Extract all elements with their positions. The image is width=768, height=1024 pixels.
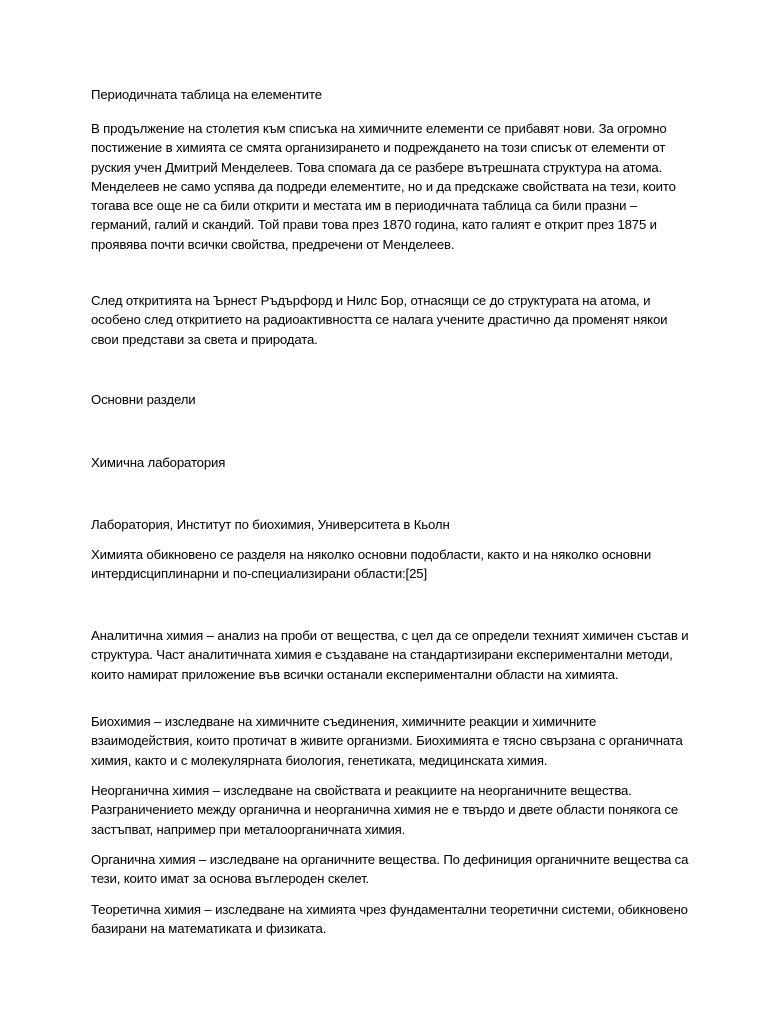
paragraph-subfields-intro: Химията обикновено се разделя на няколко основни подобласти, както и на няколко основни интердисциплинарни и по-специализирани области:[25] (91, 547, 652, 582)
subfield-theoretical-chemistry: Теоретична химия – изследване на химията чрез фундаментални теоретични системи, обикновено базирани на математиката и физиката. (91, 902, 688, 937)
subfield-biochemistry: Биохимия – изследване на химичните съединения, химичните реакции и химичните взаимодействия, които протичат в живите организми. Биохимията е тясно свързана с органичната химия, както и с молекулярната биология, генетиката, медицинската химия. (91, 714, 683, 768)
heading-periodic-table: Периодичната таблица на елементите (91, 87, 322, 102)
subfield-inorganic-chemistry: Неорганична химия – изследване на свойствата и реакциите на неорганичните вещества. Разграничението между органична и неорганична химия не е твърдо и двете области понякога се застъпват, например при металоорганичната химия. (91, 783, 679, 837)
paragraph-mendeleev: В продължение на столетия към списъка на химичните елементи се прибавят нови. За огромно постижение в химията се смята организирането и подреждането на този списък от елементи от руския учен Дмитрий Менделеев. Това спомага да се разбере вътрешната структура на атома. Менделеев не само успява да подреди елементите, но и да предскаже свойствата на тези, които тогава все още не са били открити и местата им в периодичната таблица са били празни – германий, галий и скандий. Той прави това през 1870 година, като галият е открит през 1875 и проявява почти всички свойства, предречени от Менделеев. (91, 121, 676, 252)
lab-image-caption: Лаборатория, Институт по биохимия, Университета в Кьолн (91, 517, 450, 532)
paragraph-rutherford: След откритията на Ърнест Ръдърфорд и Нилс Бор, отнасящи се до структурата на атома, и особено след откритието на радиоактивността се налага учените драстично да променят някои свои представи за света и природата. (91, 293, 668, 347)
subfield-analytical-chemistry: Аналитична химия – анализ на проби от вещества, с цел да се определи техният химичен състав и структура. Част аналитичната химия е създаване на стандартизирани експериментални методи, които намират приложение във всички останали експериментални области на химията. (91, 628, 689, 682)
heading-main-sections: Основни раздели (91, 392, 196, 407)
heading-chemical-lab: Химична лаборатория (91, 455, 226, 470)
subfield-organic-chemistry: Органична химия – изследване на органичните вещества. По дефиниция органичните вещества са тези, които имат за основа въглероден скелет. (91, 852, 689, 887)
